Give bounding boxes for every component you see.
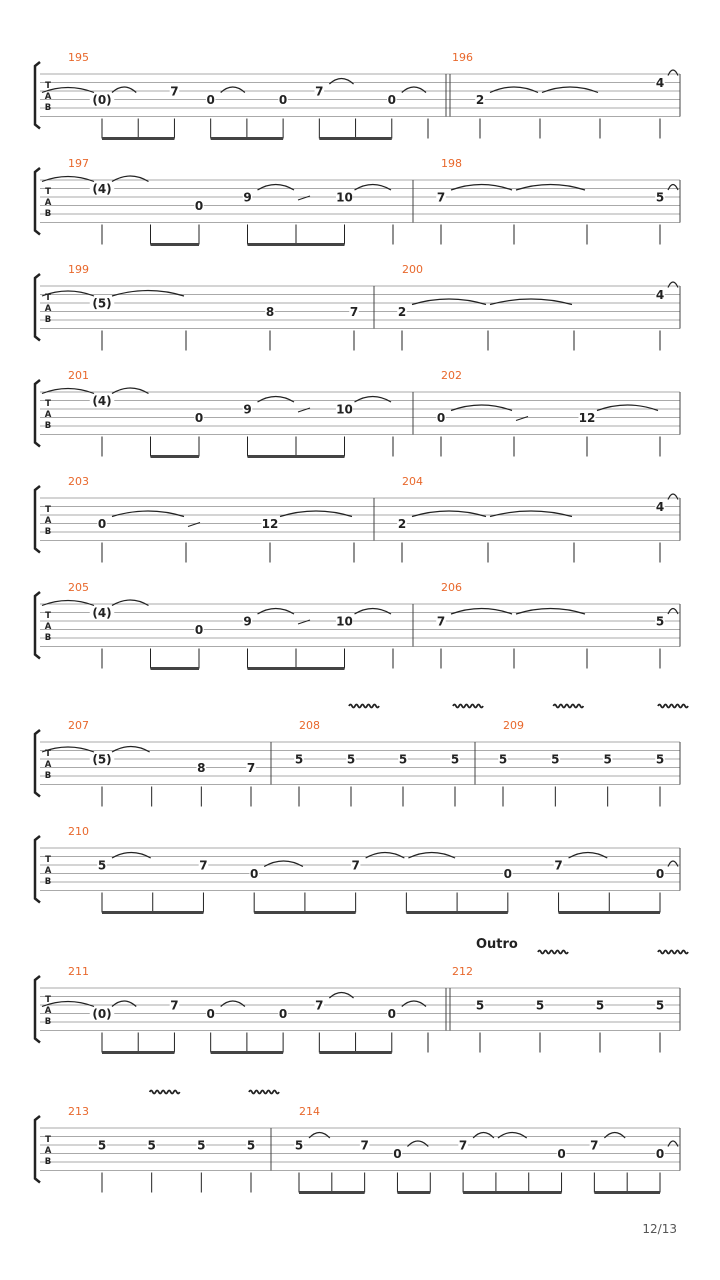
measure xyxy=(42,51,450,139)
tie-arc xyxy=(355,397,392,403)
tie-arc xyxy=(258,185,295,191)
tie-arc xyxy=(355,185,392,191)
measure-number: 199 xyxy=(68,263,89,276)
tie-arc xyxy=(668,494,678,500)
tie-arc xyxy=(112,511,184,517)
tab-clef-letter: B xyxy=(44,103,52,113)
tab-clef-letter: T xyxy=(45,855,51,865)
measure-number: 198 xyxy=(441,157,462,170)
tab-clef-letter: T xyxy=(45,293,51,303)
system-bracket xyxy=(35,1116,40,1183)
fret-number: 5 xyxy=(551,752,560,767)
system-bracket xyxy=(35,62,40,129)
fret-number: 8 xyxy=(197,761,206,775)
tie-arc xyxy=(112,1001,136,1007)
vibrato-mark xyxy=(658,705,688,708)
fret-number: 5 xyxy=(655,614,665,629)
fret-number: 5 xyxy=(147,1138,156,1153)
measure xyxy=(42,581,393,669)
fret-number: 0 xyxy=(655,867,665,881)
fret-number: (5) xyxy=(92,752,112,767)
system-bracket xyxy=(35,486,40,553)
measure xyxy=(452,937,688,1053)
measure-number: 212 xyxy=(452,965,473,978)
vibrato-mark xyxy=(150,1091,180,1094)
tie-arc xyxy=(412,299,486,305)
tab-clef-letter: A xyxy=(44,410,52,420)
tab-clef-letter: A xyxy=(44,304,52,314)
fret-number: 5 xyxy=(535,998,545,1013)
fret-number: 0 xyxy=(250,867,259,881)
tab-clef-letter: T xyxy=(45,749,51,759)
vibrato-mark xyxy=(538,951,568,954)
tab-clef-letter: A xyxy=(44,198,52,208)
tab-clef-letter: B xyxy=(44,771,52,781)
tab-clef-letter: T xyxy=(45,187,51,197)
system-bracket xyxy=(35,836,40,903)
fret-number: 5 xyxy=(655,190,665,205)
tie-arc xyxy=(597,405,658,411)
fret-number: (0) xyxy=(92,93,112,107)
fret-number: 0 xyxy=(655,1147,665,1161)
measure xyxy=(68,1091,279,1193)
tab-system xyxy=(35,1091,680,1193)
fret-number: 7 xyxy=(315,84,324,99)
fret-number: 5 xyxy=(498,752,508,767)
measure-number: 197 xyxy=(68,157,89,170)
measure xyxy=(68,825,678,913)
tie-arc xyxy=(490,299,572,305)
tie-arc xyxy=(542,87,598,93)
vibrato-mark xyxy=(553,705,583,708)
measure xyxy=(271,705,483,807)
tie-arc xyxy=(451,609,512,615)
tab-clef-letter: A xyxy=(44,760,52,770)
tie-arc xyxy=(412,511,486,517)
tie-arc xyxy=(112,388,149,394)
fret-number: 9 xyxy=(243,190,252,205)
fret-number: 2 xyxy=(397,517,407,531)
tab-system xyxy=(35,51,680,139)
tab-clef-letter: A xyxy=(44,1006,52,1016)
tie-arc xyxy=(112,853,151,859)
tab-system xyxy=(35,825,680,913)
tab-clef-letter: B xyxy=(44,421,52,431)
tab-clef-letter: A xyxy=(44,866,52,876)
fret-number: 0 xyxy=(278,1007,288,1021)
fret-number: 5 xyxy=(97,858,107,873)
measure xyxy=(374,475,678,563)
measure-number: 203 xyxy=(68,475,89,488)
fret-number: 7 xyxy=(351,858,360,873)
tie-arc xyxy=(42,389,94,394)
tab-clef-letter: A xyxy=(44,516,52,526)
fret-number: 0 xyxy=(393,1147,402,1161)
tab-system xyxy=(35,157,680,245)
fret-number: 0 xyxy=(194,199,204,213)
fret-number: 5 xyxy=(603,752,612,767)
fret-number: 0 xyxy=(206,1007,215,1021)
fret-number: 7 xyxy=(554,858,563,873)
fret-number: 7 xyxy=(170,998,179,1013)
tie-arc xyxy=(112,87,136,93)
tie-arc xyxy=(309,1133,330,1139)
tie-arc xyxy=(408,853,455,859)
measure-number: 204 xyxy=(402,475,423,488)
tie-arc xyxy=(407,1141,428,1147)
measure xyxy=(413,157,678,245)
fret-number: 0 xyxy=(206,93,215,107)
tab-system xyxy=(35,475,680,563)
fret-number: 4 xyxy=(655,500,665,514)
fret-number: 10 xyxy=(336,190,353,205)
fret-number: 12 xyxy=(261,517,279,531)
tab-clef-letter: B xyxy=(44,315,52,325)
tie-arc xyxy=(516,609,585,615)
fret-number: 5 xyxy=(197,1138,206,1153)
tab-system xyxy=(35,263,680,351)
tie-arc xyxy=(264,861,303,867)
tab-clef-letter: T xyxy=(45,611,51,621)
tie-arc xyxy=(112,600,149,606)
tie-arc xyxy=(402,87,426,93)
measure-number: 206 xyxy=(441,581,462,594)
measure-number: 205 xyxy=(68,581,89,594)
fret-number: 4 xyxy=(655,76,665,90)
fret-number: 7 xyxy=(199,858,208,873)
tie-arc xyxy=(569,853,608,859)
vibrato-mark xyxy=(453,705,483,708)
tab-clef-letter: B xyxy=(44,527,52,537)
section-label: Outro xyxy=(476,937,518,952)
tie-arc xyxy=(329,79,353,85)
measure xyxy=(42,369,393,457)
tab-clef-letter: B xyxy=(44,633,52,643)
fret-number: 5 xyxy=(450,752,460,767)
tie-arc xyxy=(112,747,150,753)
measure xyxy=(413,581,678,669)
tie-arc xyxy=(668,70,678,76)
measure xyxy=(42,263,359,351)
tie-arc xyxy=(604,1133,625,1139)
fret-number: 7 xyxy=(458,1138,468,1153)
fret-number: (5) xyxy=(92,296,112,311)
fret-number: 0 xyxy=(387,1007,396,1021)
measure-number: 200 xyxy=(402,263,423,276)
measure-number: 207 xyxy=(68,719,89,732)
fret-number: 2 xyxy=(397,305,407,319)
system-bracket xyxy=(35,730,40,797)
tie-arc xyxy=(221,1001,245,1007)
page-number: 12/13 xyxy=(642,1222,677,1236)
tie-arc xyxy=(668,609,678,615)
fret-number: 7 xyxy=(360,1138,369,1153)
tie-arc xyxy=(258,609,295,615)
tie-arc xyxy=(668,282,678,288)
tie-arc xyxy=(402,1001,426,1007)
tie-arc xyxy=(221,87,245,93)
fret-number: 5 xyxy=(294,752,304,767)
tab-system xyxy=(35,369,680,457)
tie-arc xyxy=(516,185,585,191)
system-bracket xyxy=(35,976,40,1043)
tie-arc xyxy=(258,397,295,403)
fret-number: 5 xyxy=(595,998,605,1013)
fret-number: 0 xyxy=(436,411,446,425)
tie-arc xyxy=(112,176,149,182)
tie-arc xyxy=(490,511,572,517)
fret-number: 7 xyxy=(436,614,446,629)
measure-number: 208 xyxy=(299,719,320,732)
fret-number: 0 xyxy=(194,623,204,637)
fret-number: 10 xyxy=(336,402,353,417)
vibrato-mark xyxy=(658,951,688,954)
fret-number: 5 xyxy=(97,1138,107,1153)
tab-clef-letter: A xyxy=(44,622,52,632)
tie-arc xyxy=(451,185,512,191)
fret-number: 7 xyxy=(170,84,179,99)
tab-clef-letter: B xyxy=(44,1157,52,1167)
measure-number: 195 xyxy=(68,51,89,64)
tie-arc xyxy=(280,511,352,517)
tie-arc xyxy=(366,853,405,859)
measure xyxy=(452,51,678,139)
fret-number: 5 xyxy=(246,1138,256,1153)
tab-clef-letter: T xyxy=(45,1135,51,1145)
fret-number: 8 xyxy=(265,305,275,319)
tie-arc xyxy=(498,1133,527,1139)
tab-clef-letter: T xyxy=(45,81,51,91)
fret-number: 5 xyxy=(655,998,665,1013)
fret-number: 0 xyxy=(557,1147,566,1161)
tie-arc xyxy=(668,861,678,867)
measure xyxy=(42,157,393,245)
tab-clef-letter: B xyxy=(44,877,52,887)
fret-number: 7 xyxy=(246,761,256,775)
fret-number: 0 xyxy=(194,411,204,425)
measure-number: 211 xyxy=(68,965,89,978)
fret-number: 0 xyxy=(278,93,288,107)
tie-arc xyxy=(473,1133,494,1139)
fret-number: 7 xyxy=(315,998,324,1013)
measure-number: 196 xyxy=(452,51,473,64)
tie-arc xyxy=(112,291,184,297)
fret-number: 0 xyxy=(387,93,396,107)
measure-number: 214 xyxy=(299,1105,320,1118)
tie-arc xyxy=(490,87,538,93)
measure-number: 210 xyxy=(68,825,89,838)
fret-number: 0 xyxy=(97,517,107,531)
tab-system xyxy=(35,581,680,669)
tab-system xyxy=(35,937,688,1053)
fret-number: 5 xyxy=(475,998,485,1013)
vibrato-mark xyxy=(249,1091,279,1094)
fret-number: (4) xyxy=(92,182,112,196)
fret-number: (0) xyxy=(92,1007,112,1021)
vibrato-mark xyxy=(349,705,379,708)
measure xyxy=(475,705,688,807)
fret-number: 5 xyxy=(294,1138,304,1153)
system-bracket xyxy=(35,274,40,341)
tie-arc xyxy=(329,993,353,999)
tab-clef-letter: A xyxy=(44,92,52,102)
fret-number: 5 xyxy=(655,752,665,767)
fret-number: 9 xyxy=(243,402,252,417)
measure xyxy=(68,475,354,563)
measure-number: 202 xyxy=(441,369,462,382)
tie-arc xyxy=(355,609,392,615)
fret-number: 5 xyxy=(346,752,356,767)
fret-number: 10 xyxy=(336,614,353,629)
system-bracket xyxy=(35,168,40,235)
fret-number: 5 xyxy=(398,752,408,767)
tab-clef-letter: T xyxy=(45,505,51,515)
fret-number: 12 xyxy=(578,411,596,425)
tie-arc xyxy=(668,1141,678,1147)
measure-number: 209 xyxy=(503,719,524,732)
tie-arc xyxy=(42,601,94,606)
fret-number: 7 xyxy=(349,305,359,319)
tie-arc xyxy=(668,185,678,191)
tab-clef-letter: T xyxy=(45,399,51,409)
measure-number: 213 xyxy=(68,1105,89,1118)
fret-number: 0 xyxy=(503,867,512,881)
fret-number: (4) xyxy=(92,606,112,620)
fret-number: 4 xyxy=(655,288,665,302)
measure xyxy=(413,369,660,457)
fret-number: 7 xyxy=(590,1138,599,1153)
measure xyxy=(42,965,450,1053)
tie-arc xyxy=(42,177,94,182)
fret-number: (4) xyxy=(92,394,112,408)
tab-clef-letter: B xyxy=(44,209,52,219)
fret-number: 7 xyxy=(436,190,446,205)
tie-arc xyxy=(451,405,512,411)
fret-number: 9 xyxy=(243,614,252,629)
fret-number: 2 xyxy=(475,93,485,107)
tab-system xyxy=(35,705,688,807)
measure xyxy=(374,263,678,351)
measure xyxy=(42,719,256,807)
tab-clef-letter: T xyxy=(45,995,51,1005)
measure xyxy=(271,1105,678,1193)
system-bracket xyxy=(35,380,40,447)
tab-clef-letter: A xyxy=(44,1146,52,1156)
system-bracket xyxy=(35,592,40,659)
tab-clef-letter: B xyxy=(44,1017,52,1027)
measure-number: 201 xyxy=(68,369,89,382)
